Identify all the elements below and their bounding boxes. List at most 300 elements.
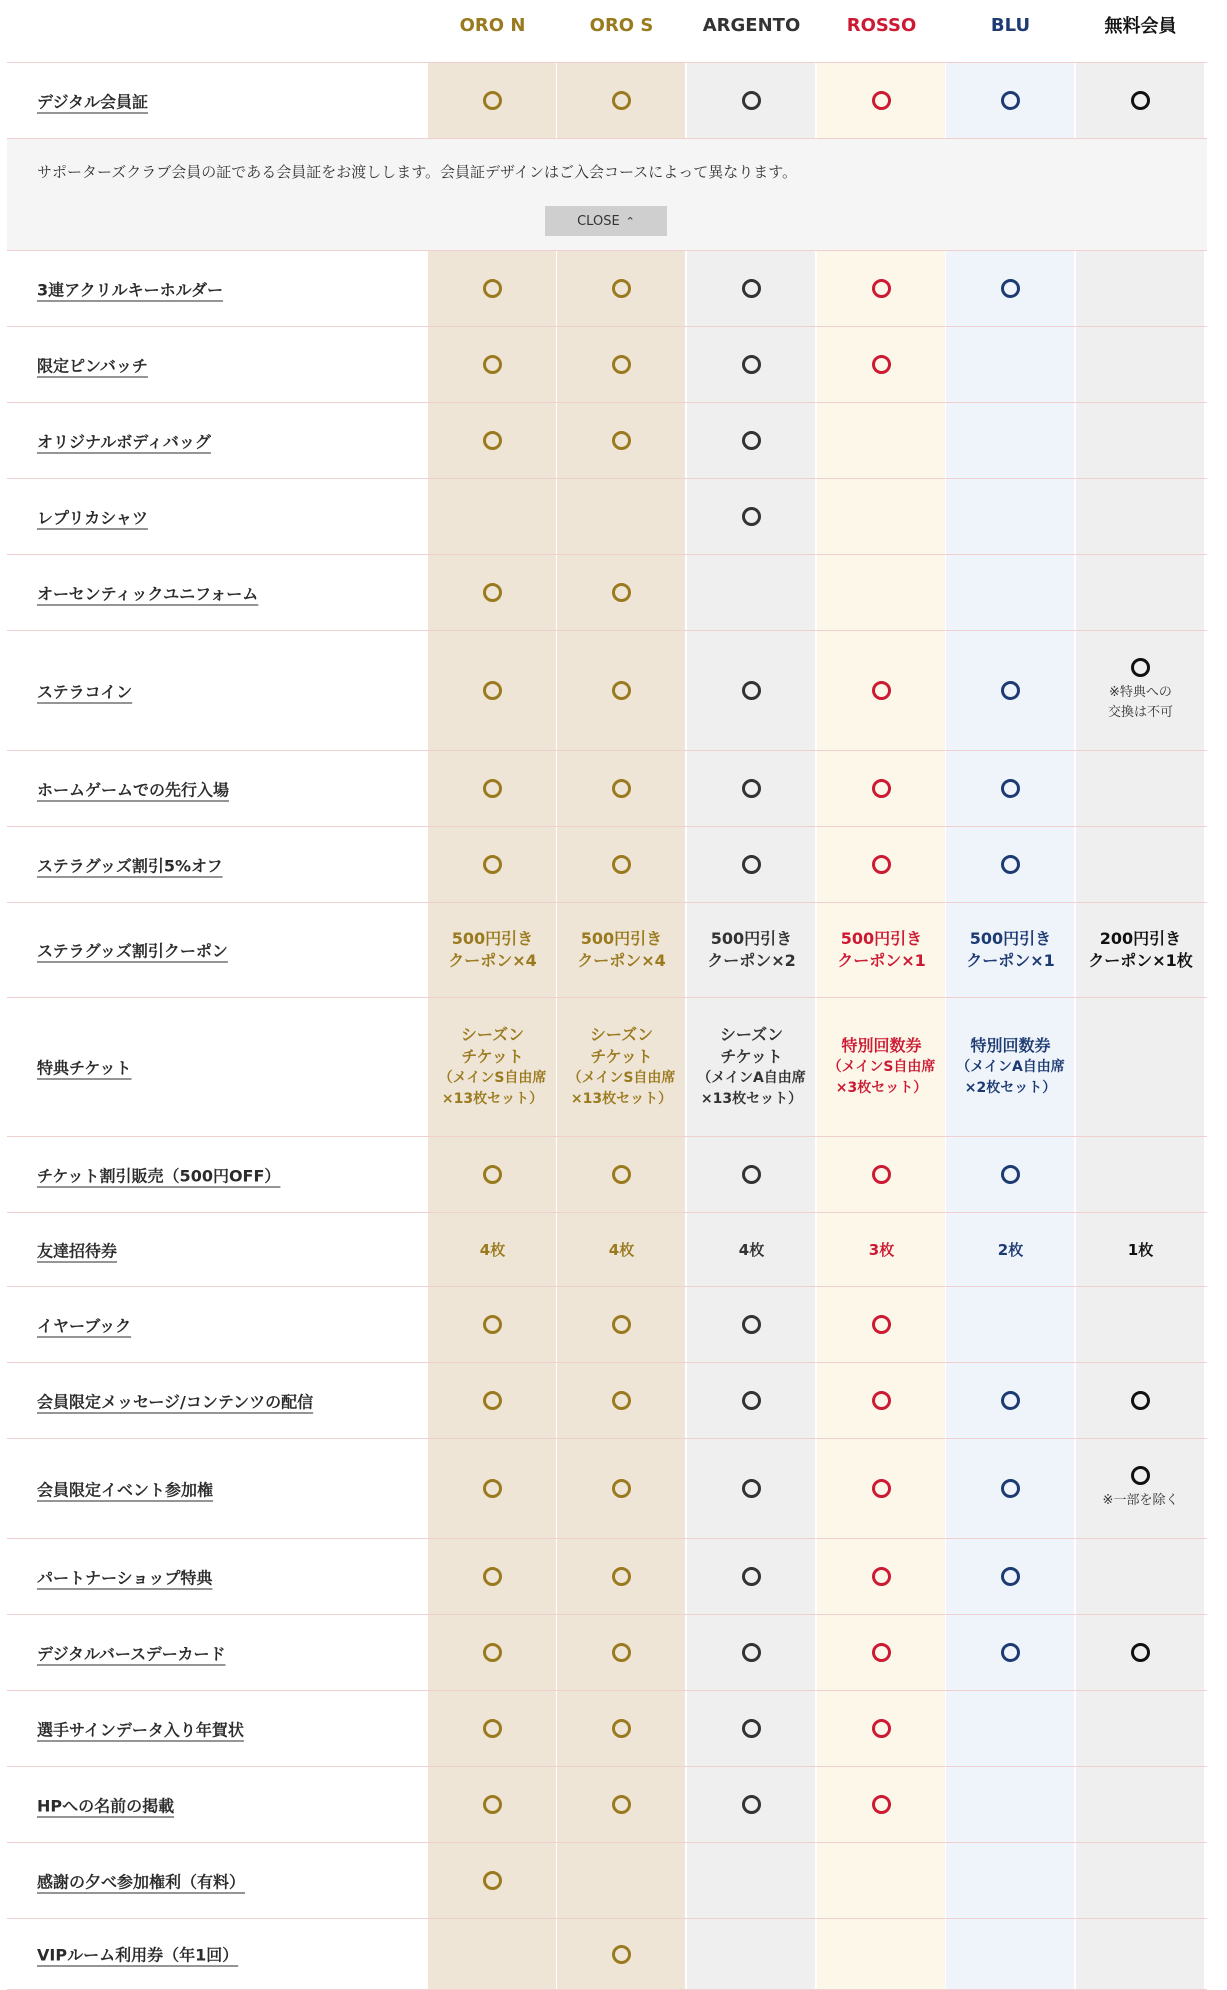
- cell-argento: [687, 479, 816, 554]
- cell-argento: [687, 1439, 816, 1538]
- cell-oro_n: [428, 1287, 557, 1362]
- expanded-description-panel: [7, 139, 1207, 251]
- cell-blu: [946, 1213, 1075, 1286]
- available-circle-icon: [742, 507, 761, 526]
- cell-free: [1076, 1843, 1205, 1918]
- cell-oro_n: [428, 1767, 557, 1842]
- available-circle-icon: [742, 779, 761, 798]
- cell-text-line: 500円引き: [580, 929, 663, 948]
- available-circle-icon: [872, 1719, 891, 1738]
- table-row: [7, 1615, 1207, 1691]
- column-header-free: 無料会員: [1104, 16, 1177, 37]
- cell-rosso: [817, 403, 946, 478]
- cell-blu: [946, 1767, 1075, 1842]
- cell-text-line: シーズン: [719, 1025, 784, 1044]
- benefit-label[interactable]: ステラコイン: [37, 682, 133, 701]
- cell-text-line: 500円引き: [710, 929, 793, 948]
- available-circle-icon: [612, 1795, 631, 1814]
- cell-subtext-line: （メインS自由席: [567, 1070, 676, 1086]
- available-circle-icon: [483, 1719, 502, 1738]
- available-circle-icon: [483, 779, 502, 798]
- available-circle-icon: [612, 1719, 631, 1738]
- available-circle-icon: [742, 1567, 761, 1586]
- cell-oro_n: [428, 1615, 557, 1690]
- cell-oro_n: [428, 751, 557, 826]
- cell-oro_n: [428, 1843, 557, 1918]
- cell-subtext-line: ×3枚セット）: [835, 1080, 928, 1096]
- available-circle-icon: [612, 91, 631, 110]
- cell-blu: [946, 998, 1075, 1136]
- table-row: [7, 1363, 1207, 1439]
- cell-argento: [687, 1767, 816, 1842]
- cell-oro_s: [557, 1287, 686, 1362]
- cell-blu: [946, 555, 1075, 630]
- cell-oro_s: [557, 327, 686, 402]
- available-circle-icon: [742, 1719, 761, 1738]
- available-circle-icon: [1001, 1643, 1020, 1662]
- cell-argento: [687, 251, 816, 326]
- available-circle-icon: [872, 1165, 891, 1184]
- available-circle-icon: [742, 431, 761, 450]
- cell-text-line: 4枚: [479, 1240, 506, 1259]
- cell-oro_s: [557, 1767, 686, 1842]
- available-circle-icon: [483, 1479, 502, 1498]
- cell-blu: [946, 1287, 1075, 1362]
- cell-text-line: クーポン×4: [448, 951, 537, 970]
- available-circle-icon: [483, 1567, 502, 1586]
- cell-note: [1108, 683, 1173, 723]
- cell-oro_n: [428, 251, 557, 326]
- cell-subtext-line: ×13枚セット）: [700, 1091, 803, 1107]
- cell-rosso: [817, 479, 946, 554]
- table-row: [7, 631, 1207, 751]
- cell-subtext-line: （メインS自由席: [827, 1059, 936, 1075]
- table-row: [7, 479, 1207, 555]
- cell-text: [697, 1024, 806, 1110]
- available-circle-icon: [612, 431, 631, 450]
- cell-oro_s: [557, 1439, 686, 1538]
- cell-rosso: [817, 827, 946, 902]
- cell-text-line: クーポン×1枚: [1088, 951, 1193, 970]
- cell-subtext-line: ×13枚セット）: [441, 1091, 544, 1107]
- cell-free: [1076, 1287, 1205, 1362]
- cell-oro_s: [557, 998, 686, 1136]
- cell-text-line: 4枚: [738, 1240, 765, 1259]
- available-circle-icon: [1131, 1391, 1150, 1410]
- cell-blu: [946, 1137, 1075, 1212]
- cell-text-line: 500円引き: [451, 929, 534, 948]
- cell-oro_s: [557, 631, 686, 750]
- column-header-oro_n: ORO N: [459, 14, 526, 36]
- cell-oro_s: [557, 751, 686, 826]
- cell-text-line: 特別回数券: [841, 1036, 922, 1055]
- cell-oro_n: [428, 827, 557, 902]
- benefit-label[interactable]: ホームゲームでの先行入場: [37, 780, 230, 799]
- cell-text-line: シーズン: [460, 1025, 525, 1044]
- cell-subtext-line: （メインA自由席: [956, 1059, 1065, 1075]
- benefit-label[interactable]: 限定ピンバッチ: [37, 356, 148, 375]
- cell-free: [1076, 1691, 1205, 1766]
- cell-oro_s: [557, 903, 686, 997]
- cell-oro_s: [557, 1137, 686, 1212]
- cell-rosso: [817, 1137, 946, 1212]
- available-circle-icon: [612, 279, 631, 298]
- cell-rosso: [817, 1439, 946, 1538]
- benefit-label[interactable]: デジタル会員証: [37, 92, 149, 111]
- available-circle-icon: [483, 355, 502, 374]
- benefit-label[interactable]: ステラグッズ割引クーポン: [37, 941, 228, 961]
- cell-text-line: 4枚: [608, 1240, 635, 1259]
- table-row: [7, 251, 1207, 327]
- cell-rosso: [817, 998, 946, 1136]
- cell-oro_n: [428, 1363, 557, 1438]
- cell-rosso: [817, 1919, 946, 1989]
- available-circle-icon: [612, 355, 631, 374]
- cell-blu: [946, 479, 1075, 554]
- benefit-label[interactable]: レプリカシャツ: [37, 508, 148, 527]
- available-circle-icon: [1131, 658, 1150, 677]
- cell-free: [1076, 827, 1205, 902]
- cell-blu: [946, 827, 1075, 902]
- available-circle-icon: [612, 779, 631, 798]
- available-circle-icon: [1001, 779, 1020, 798]
- cell-free: [1076, 1919, 1205, 1989]
- benefit-label[interactable]: オーセンティックユニフォーム: [37, 584, 259, 603]
- cell-free: [1076, 1539, 1205, 1614]
- table-row: [7, 1767, 1207, 1843]
- available-circle-icon: [872, 855, 891, 874]
- benefit-label[interactable]: チケット割引販売（500円OFF）: [37, 1166, 281, 1185]
- cell-rosso: [817, 751, 946, 826]
- table-row: [7, 1843, 1207, 1919]
- benefit-label[interactable]: VIPルーム利用券（年1回）: [37, 1945, 239, 1965]
- close-button[interactable]: [545, 206, 667, 236]
- cell-argento: [687, 403, 816, 478]
- table-row: [7, 1919, 1207, 1990]
- cell-text: [956, 1035, 1065, 1099]
- benefit-label[interactable]: 選手サインデータ入り年賀状: [37, 1720, 244, 1739]
- available-circle-icon: [1001, 91, 1020, 110]
- benefit-label[interactable]: デジタルバースデーカード: [37, 1644, 226, 1663]
- cell-note-line: 交換は不可: [1107, 705, 1173, 720]
- cell-rosso: [817, 555, 946, 630]
- available-circle-icon: [872, 1315, 891, 1334]
- available-circle-icon: [1131, 91, 1150, 110]
- cell-oro_n: [428, 479, 557, 554]
- table-row: [7, 63, 1207, 139]
- cell-oro_s: [557, 403, 686, 478]
- cell-free: [1076, 903, 1205, 997]
- cell-text-line: クーポン×2: [707, 951, 796, 970]
- cell-rosso: [817, 1287, 946, 1362]
- cell-text: [439, 1024, 547, 1110]
- cell-argento: [687, 1539, 816, 1614]
- available-circle-icon: [872, 1567, 891, 1586]
- available-circle-icon: [872, 355, 891, 374]
- available-circle-icon: [742, 1795, 761, 1814]
- available-circle-icon: [483, 1315, 502, 1334]
- benefit-label[interactable]: 3連アクリルキーホルダー: [37, 280, 224, 299]
- cell-blu: [946, 751, 1075, 826]
- available-circle-icon: [742, 1315, 761, 1334]
- cell-text-line: チケット: [590, 1047, 653, 1066]
- cell-text-line: チケット: [461, 1047, 524, 1066]
- chevron-up-icon: ⌃: [625, 214, 635, 228]
- cell-argento: [687, 751, 816, 826]
- available-circle-icon: [742, 1165, 761, 1184]
- cell-free: [1076, 1213, 1205, 1286]
- available-circle-icon: [872, 1795, 891, 1814]
- cell-oro_n: [428, 1919, 557, 1989]
- available-circle-icon: [742, 681, 761, 700]
- available-circle-icon: [483, 431, 502, 450]
- cell-blu: [946, 403, 1075, 478]
- available-circle-icon: [872, 1391, 891, 1410]
- cell-oro_n: [428, 1213, 557, 1286]
- available-circle-icon: [742, 279, 761, 298]
- available-circle-icon: [872, 91, 891, 110]
- cell-note-line: ※特典への: [1109, 685, 1172, 700]
- cell-oro_n: [428, 555, 557, 630]
- cell-rosso: [817, 1691, 946, 1766]
- available-circle-icon: [1001, 1391, 1020, 1410]
- benefit-label[interactable]: 感謝の夕べ参加権利（有料）: [37, 1872, 246, 1891]
- table-row: [7, 1137, 1207, 1213]
- cell-blu: [946, 631, 1075, 750]
- cell-text-line: 2枚: [997, 1240, 1024, 1259]
- cell-text: [1128, 1239, 1153, 1261]
- cell-rosso: [817, 903, 946, 997]
- cell-text: [609, 1239, 634, 1261]
- available-circle-icon: [612, 1479, 631, 1498]
- cell-argento: [687, 555, 816, 630]
- cell-argento: [687, 903, 816, 997]
- available-circle-icon: [612, 1391, 631, 1410]
- available-circle-icon: [612, 681, 631, 700]
- cell-blu: [946, 1691, 1075, 1766]
- table-row: [7, 555, 1207, 631]
- cell-oro_s: [557, 555, 686, 630]
- cell-oro_n: [428, 1439, 557, 1538]
- cell-rosso: [817, 1615, 946, 1690]
- description-text: サポーターズクラブ会員の証である会員証をお渡しします。会員証デザインはご入会コースによって異なります。: [37, 163, 798, 181]
- cell-free: [1076, 1363, 1205, 1438]
- available-circle-icon: [612, 1165, 631, 1184]
- cell-subtext-line: （メインA自由席: [697, 1070, 806, 1086]
- benefit-label[interactable]: 会員限定メッセージ/コンテンツの配信: [37, 1392, 314, 1411]
- cell-argento: [687, 1919, 816, 1989]
- cell-argento: [687, 63, 816, 138]
- cell-free: [1076, 555, 1205, 630]
- available-circle-icon: [872, 279, 891, 298]
- cell-argento: [687, 998, 816, 1136]
- cell-rosso: [817, 1843, 946, 1918]
- available-circle-icon: [742, 1479, 761, 1498]
- table-row: [7, 998, 1207, 1137]
- cell-text: [577, 928, 666, 972]
- available-circle-icon: [872, 1479, 891, 1498]
- cell-blu: [946, 251, 1075, 326]
- cell-text-line: クーポン×4: [577, 951, 666, 970]
- cell-text-line: 500円引き: [840, 929, 923, 948]
- column-header-blu: BLU: [990, 14, 1031, 36]
- available-circle-icon: [1001, 1479, 1020, 1498]
- available-circle-icon: [872, 1643, 891, 1662]
- available-circle-icon: [1001, 1567, 1020, 1586]
- available-circle-icon: [742, 855, 761, 874]
- table-row: [7, 327, 1207, 403]
- cell-oro_s: [557, 1539, 686, 1614]
- cell-oro_s: [557, 479, 686, 554]
- cell-free: [1076, 1615, 1205, 1690]
- table-row: [7, 751, 1207, 827]
- available-circle-icon: [612, 1643, 631, 1662]
- cell-argento: [687, 1843, 816, 1918]
- column-header-oro_s: ORO S: [589, 14, 654, 36]
- available-circle-icon: [483, 681, 502, 700]
- cell-oro_s: [557, 251, 686, 326]
- cell-free: [1076, 479, 1205, 554]
- cell-subtext-line: ×13枚セット）: [570, 1091, 673, 1107]
- cell-oro_n: [428, 403, 557, 478]
- cell-text: [480, 1239, 505, 1261]
- available-circle-icon: [1001, 855, 1020, 874]
- cell-text: [966, 928, 1055, 972]
- cell-argento: [687, 1615, 816, 1690]
- cell-oro_s: [557, 1691, 686, 1766]
- cell-text-line: クーポン×1: [837, 951, 926, 970]
- available-circle-icon: [872, 681, 891, 700]
- cell-blu: [946, 63, 1075, 138]
- cell-argento: [687, 1213, 816, 1286]
- cell-argento: [687, 1691, 816, 1766]
- cell-note-line: ※一部を除く: [1102, 1493, 1179, 1508]
- cell-rosso: [817, 251, 946, 326]
- benefit-label[interactable]: イヤーブック: [37, 1316, 132, 1335]
- cell-oro_n: [428, 1539, 557, 1614]
- benefit-label[interactable]: HPへの名前の掲載: [37, 1796, 175, 1815]
- cell-free: [1076, 1767, 1205, 1842]
- cell-text: [828, 1035, 936, 1099]
- cell-text-line: 200円引き: [1099, 929, 1182, 948]
- cell-oro_s: [557, 1843, 686, 1918]
- available-circle-icon: [742, 1391, 761, 1410]
- cell-subtext-line: ×2枚セット）: [964, 1080, 1057, 1096]
- cell-blu: [946, 1919, 1075, 1989]
- available-circle-icon: [1001, 681, 1020, 700]
- cell-free: [1076, 631, 1205, 750]
- benefit-label[interactable]: 友達招待券: [37, 1241, 118, 1260]
- column-header-argento: ARGENTO: [702, 14, 801, 36]
- available-circle-icon: [872, 779, 891, 798]
- cell-text-line: シーズン: [589, 1025, 654, 1044]
- cell-text-line: チケット: [720, 1047, 783, 1066]
- cell-blu: [946, 1539, 1075, 1614]
- available-circle-icon: [612, 1315, 631, 1334]
- cell-text-line: 1枚: [1127, 1240, 1154, 1259]
- cell-oro_n: [428, 631, 557, 750]
- benefit-label[interactable]: パートナーショップ特典: [37, 1568, 213, 1587]
- cell-oro_n: [428, 327, 557, 402]
- table-row: [7, 1539, 1207, 1615]
- cell-free: [1076, 327, 1205, 402]
- cell-oro_n: [428, 1137, 557, 1212]
- cell-oro_s: [557, 1615, 686, 1690]
- available-circle-icon: [1001, 279, 1020, 298]
- available-circle-icon: [483, 279, 502, 298]
- cell-free: [1076, 1439, 1205, 1538]
- cell-argento: [687, 1137, 816, 1212]
- cell-text: [837, 928, 926, 972]
- available-circle-icon: [742, 355, 761, 374]
- close-button-label: CLOSE: [577, 213, 620, 229]
- cell-oro_s: [557, 1919, 686, 1989]
- available-circle-icon: [1001, 1165, 1020, 1184]
- cell-text: [739, 1239, 764, 1261]
- cell-note: [1103, 1491, 1179, 1511]
- cell-blu: [946, 1439, 1075, 1538]
- cell-subtext-line: （メインS自由席: [438, 1070, 547, 1086]
- cell-text: [869, 1239, 894, 1261]
- cell-free: [1076, 403, 1205, 478]
- available-circle-icon: [483, 855, 502, 874]
- cell-text-line: 特別回数券: [970, 1036, 1051, 1055]
- benefit-label[interactable]: ステラグッズ割引5%オフ: [37, 856, 223, 875]
- cell-oro_n: [428, 998, 557, 1136]
- cell-rosso: [817, 1539, 946, 1614]
- cell-rosso: [817, 1363, 946, 1438]
- cell-free: [1076, 63, 1205, 138]
- table-row: [7, 1213, 1207, 1287]
- cell-blu: [946, 1615, 1075, 1690]
- cell-oro_s: [557, 1363, 686, 1438]
- available-circle-icon: [483, 91, 502, 110]
- table-row: [7, 1287, 1207, 1363]
- benefit-label[interactable]: オリジナルボディバッグ: [37, 432, 211, 451]
- available-circle-icon: [483, 1795, 502, 1814]
- cell-text-line: クーポン×1: [966, 951, 1055, 970]
- cell-oro_n: [428, 1691, 557, 1766]
- available-circle-icon: [612, 1567, 631, 1586]
- cell-argento: [687, 631, 816, 750]
- cell-rosso: [817, 631, 946, 750]
- cell-blu: [946, 1843, 1075, 1918]
- cell-oro_n: [428, 63, 557, 138]
- cell-oro_s: [557, 1213, 686, 1286]
- benefit-label[interactable]: 会員限定イベント参加権: [37, 1480, 214, 1499]
- table-row: [7, 903, 1207, 998]
- cell-free: [1076, 1137, 1205, 1212]
- table-row: [7, 1439, 1207, 1539]
- cell-free: [1076, 251, 1205, 326]
- cell-rosso: [817, 327, 946, 402]
- cell-argento: [687, 827, 816, 902]
- cell-blu: [946, 327, 1075, 402]
- table-row: [7, 1691, 1207, 1767]
- cell-text-line: 500円引き: [969, 929, 1052, 948]
- cell-rosso: [817, 63, 946, 138]
- cell-text: [448, 928, 537, 972]
- cell-argento: [687, 1363, 816, 1438]
- available-circle-icon: [742, 1643, 761, 1662]
- cell-free: [1076, 998, 1205, 1136]
- cell-oro_s: [557, 63, 686, 138]
- benefit-label[interactable]: 特典チケット: [37, 1058, 132, 1078]
- available-circle-icon: [1131, 1643, 1150, 1662]
- cell-text: [998, 1239, 1023, 1261]
- cell-free: [1076, 751, 1205, 826]
- cell-argento: [687, 327, 816, 402]
